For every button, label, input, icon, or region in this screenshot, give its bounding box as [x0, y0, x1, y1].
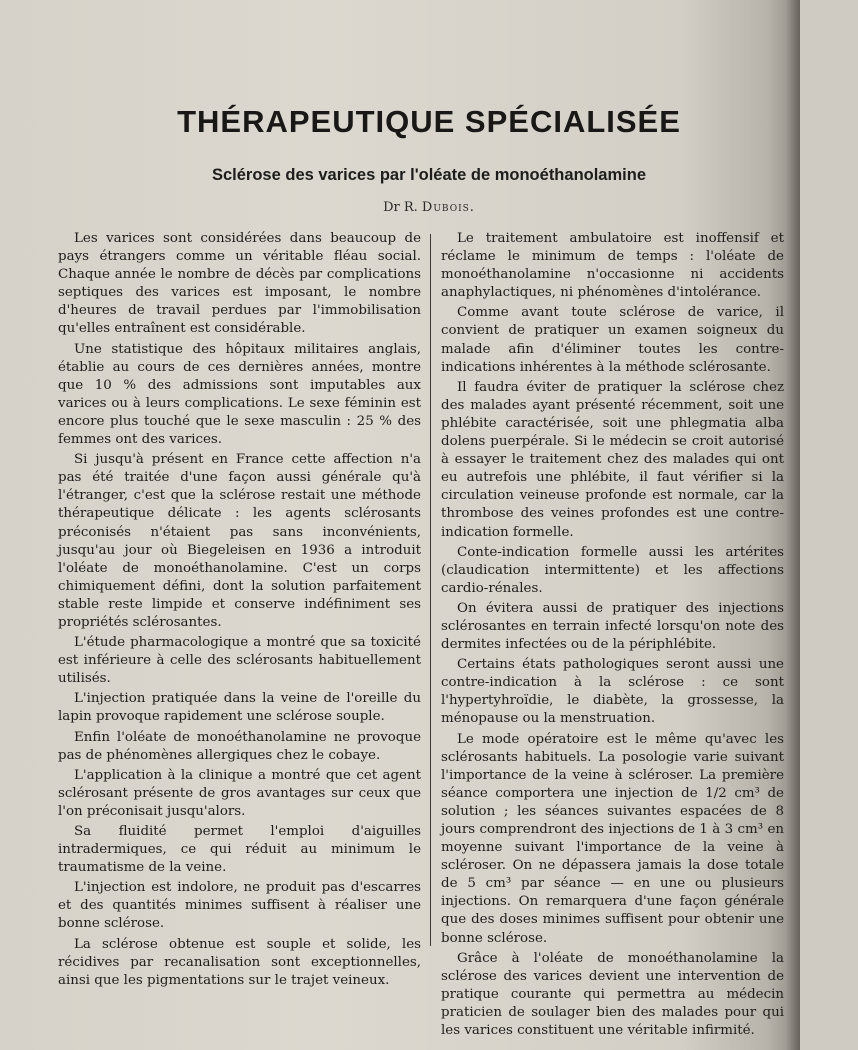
paragraph: Grâce à l'oléate de monoéthanolamine la sclérose des varices devient une intervention de pratique courante qui permettra au médecin praticien de soulager bien des malades pour qui les varices constituent une véritable infirmité. — [441, 950, 784, 1039]
author-line — [0, 200, 858, 215]
paragraph: Comme avant toute sclérose de varice, il convient de pratiquer un examen soigneux du malade afin d'éliminer toutes les contre-indications inhérentes à la méthode sclérosante. — [441, 305, 784, 375]
paragraph: L'application à la clinique a montré que cet agent sclérosant présente de gros avantages sur ceux que l'on préconisait jusqu'alors. — [58, 767, 421, 819]
section-title: THÉRAPEUTIQUE SPÉCIALISÉE — [177, 104, 681, 139]
paragraph: Si jusqu'à présent en France cette affection n'a pas été traitée d'une façon aussi générale qu'à l'étranger, c'est que la sclérose restait une méthode thérapeutique délicate : les agents sclérosants préconisés n'étaient pas sans inconvénients, jusqu'au jour où Biegeleisen en 1936 a introduit l'oléate de monoéthanolamine. C'est un corps chimiquement défini, dont la solution parfaitement stable reste limpide et conserve indéfiniment ses propriétés sclérosantes. — [58, 452, 421, 630]
paragraph: L'injection est indolore, ne produit pas d'escarres et des quantités minimes suffisent à réaliser une bonne sclérose. — [58, 880, 421, 932]
paragraph: Enfin l'oléate de monoéthanolamine ne provoque pas de phénomènes allergiques chez le cobaye. — [58, 729, 421, 763]
author-prefix: Dr R. — [383, 200, 418, 215]
article-title: Sclérose des varices par l'oléate de monoéthanolamine — [211, 166, 646, 184]
page-edge-shadow — [786, 0, 800, 1050]
paragraph: Le traitement ambulatoire est inoffensif et réclame le minimum de temps : l'oléate de monoéthanolamine n'occasionne ni accidents anaphylactiques, ni phénomènes d'intolérance. — [441, 231, 784, 301]
paragraph: Conte-indication formelle aussi les artérites (claudication intermittente) et les affections cardio-rénales. — [441, 544, 784, 596]
paragraph: Le mode opératoire est le même qu'avec les sclérosants habituels. La posologie varie suivant l'importance de la veine à scléroser. La première séance comportera une injection de 1/2 cm³ de solution ; les séances suivantes espacées de 8 jours comprendront des injections de 1 à 3 cm³ en moyenne suivant l'importance de la veine à scléroser. On ne dépassera jamais la dose totale de 5 cm³ par séance — en une ou plusieurs injections. On remarquera d'une façon générale que des doses minimes suffisent pour obtenir une bonne sclérose. — [441, 731, 784, 946]
paragraph: On évitera aussi de pratiquer des injections sclérosantes en terrain infecté lorsqu'on note des dermites infectées ou de la périphlébite. — [441, 600, 784, 653]
right-column — [441, 230, 784, 1039]
paragraph: Certains états pathologiques seront aussi une contre-indication à la sclérose : ce sont l'hypertyhroïdie, le diabète, la grossesse, la ménopause ou la menstruation. — [441, 657, 784, 727]
left-column — [58, 230, 421, 988]
paragraph: Une statistique des hôpitaux militaires anglais, établie au cours de ces dernières années, montre que 10 % des admissions sont imputables aux varices ou à leurs complications. Le sexe féminin est encore plus touché que le sexe masculin : 25 % des femmes ont des varices. — [58, 341, 421, 448]
paragraph: La sclérose obtenue est souple et solide, les récidives par recanalisation sont exceptionnelles, ainsi que les pigmentations sur le trajet veineux. — [58, 936, 421, 988]
paragraph: Sa fluidité permet l'emploi d'aiguilles intradermiques, ce qui réduit au minimum le traumatisme de la veine. — [58, 824, 421, 876]
paragraph: L'injection pratiquée dans la veine de l'oreille du lapin provoque rapidement une sclérose souple. — [58, 691, 421, 725]
paragraph: Les varices sont considérées dans beaucoup de pays étrangers comme un véritable fléau social. Chaque année le nombre de décès par complications septiques des varices est imposant, le nombre d'heures de travail perdues par l'immobilisation qu'elles entraînent est considérable. — [58, 231, 421, 337]
author-name: Dubois. — [421, 200, 475, 215]
paragraph: L'étude pharmacologique a montré que sa toxicité est inférieure à celle des sclérosants habituellement utilisés. — [58, 635, 421, 687]
paragraph: Il faudra éviter de pratiquer la sclérose chez des malades ayant présenté récemment, soit une phlébite caractérisée, soit une phlegmatia alba dolens puerpérale. Si le médecin se croit autorisé à essayer le traitement chez des malades qui ont eu autrefois une phlébite, il faut vérifier si la circulation veineuse profonde est normale, car la thrombose des veines profondes est une contre-indication formelle. — [441, 379, 784, 540]
column-divider — [430, 234, 431, 946]
